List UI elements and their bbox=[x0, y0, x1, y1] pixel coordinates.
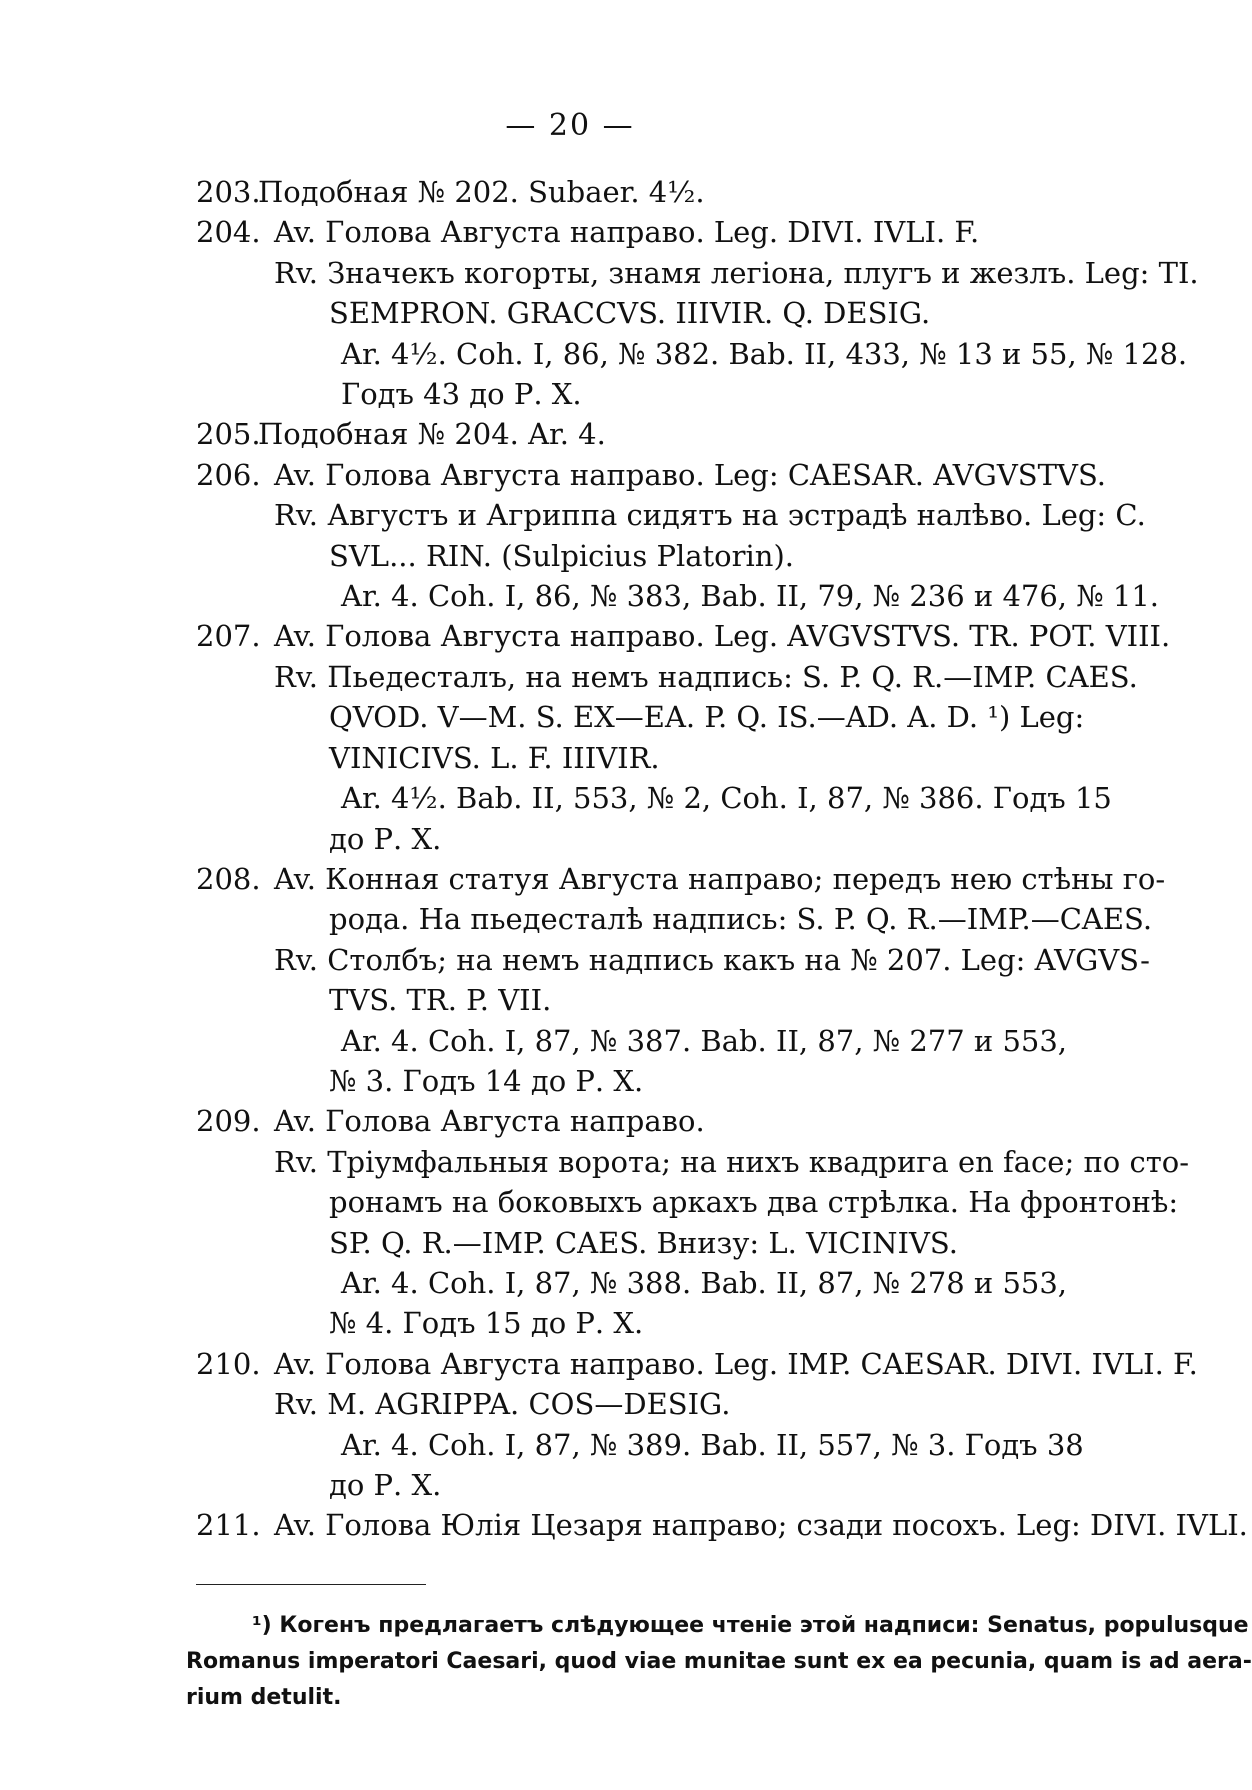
entry-text: Av. Голова Юлія Цезаря направо; сзади посохъ. Leg: DIVI. IVLI. bbox=[274, 1508, 1248, 1543]
entry-number: 209. bbox=[196, 1104, 261, 1139]
entry-number: 205. bbox=[196, 417, 261, 452]
entry-text: до Р. Х. bbox=[329, 1468, 442, 1502]
entry-text: SEMPRON. GRACCVS. IIIVIR. Q. DESIG. bbox=[329, 296, 931, 331]
footnote-line: Romanus imperatori Caesari, quod viae munitae sunt ex ea pecunia, quam is ad aera- bbox=[186, 1649, 1252, 1674]
footnote bbox=[186, 1608, 1252, 1716]
entry-text: Rv. Августъ и Агриппа сидятъ на эстрадѣ налѣво. Leg: C. bbox=[274, 498, 1146, 533]
entry-text: до Р. Х. bbox=[329, 821, 442, 856]
entry-206 bbox=[196, 455, 1160, 617]
entry-number: 210. bbox=[196, 1346, 261, 1381]
entry-text: № 3. Годъ 14 до Р. Х. bbox=[329, 1063, 644, 1098]
entry-number: 206. bbox=[196, 457, 261, 492]
entry-211 bbox=[196, 1505, 1248, 1545]
entry-text: Av. Голова Августа направо. Leg. IMP. CAESAR. DIVI. IVLI. F. bbox=[274, 1346, 1198, 1381]
entry-number: 207. bbox=[196, 619, 261, 654]
entry-text: Av. Голова Августа направо. Leg. DIVI. IVLI. F. bbox=[274, 215, 980, 250]
entry-text: QVOD. V—M. S. EX—EA. P. Q. IS.—AD. A. D. ¹) Leg: bbox=[329, 700, 1085, 735]
footnote-line: ¹) Когенъ предлагаетъ слѣдующее чтеніе этой надписи: Senatus, populusque bbox=[252, 1613, 1249, 1638]
entry-text: Ar. 4½. Coh. I, 86, № 382. Bab. II, 433, № 13 и 55, № 128. bbox=[341, 336, 1188, 371]
entry-208 bbox=[196, 859, 1166, 1101]
entry-number: 203. bbox=[196, 175, 261, 209]
entry-text: Rv. Тріумфальныя ворота; на нихъ квадрига en face; по сто- bbox=[274, 1144, 1190, 1179]
entry-text: № 4. Годъ 15 до Р. Х. bbox=[329, 1306, 644, 1341]
entry-text: Ar. 4. Coh. I, 87, № 389. Bab. II, 557, № 3. Годъ 38 bbox=[341, 1427, 1084, 1462]
entry-text: Av. Голова Августа направо. bbox=[274, 1104, 705, 1139]
entry-number: 204. bbox=[196, 215, 261, 250]
entry-text: Годъ 43 до Р. Х. bbox=[341, 377, 582, 412]
footnote-line: rium detulit. bbox=[186, 1685, 342, 1710]
entry-text: ронамъ на боковыхъ аркахъ два стрѣлка. На фронтонѣ: bbox=[329, 1185, 1179, 1220]
entry-text: Av. Конная статуя Августа направо; передъ нею стѣны го- bbox=[274, 861, 1166, 896]
entry-205 bbox=[196, 414, 1106, 454]
entry-text: TVS. TR. P. VII. bbox=[329, 983, 552, 1018]
entry-text: Подобная № 204. Ar. 4. bbox=[258, 417, 606, 452]
entry-text: Ar. 4½. Bab. II, 553, № 2, Coh. I, 87, № 386. Годъ 15 bbox=[341, 781, 1112, 816]
entry-207 bbox=[196, 616, 1171, 858]
entry-number: 211. bbox=[196, 1508, 261, 1543]
entry-209 bbox=[196, 1101, 1190, 1343]
page-number: — 20 — bbox=[505, 108, 635, 143]
entry-text: Ar. 4. Coh. I, 87, № 387. Bab. II, 87, № 277 и 553, bbox=[341, 1023, 1068, 1058]
entry-text: Av. Голова Августа направо. Leg: CAESAR. AVGVSTVS. bbox=[274, 457, 1106, 492]
entry-text: рода. На пьедесталѣ надпись: S. P. Q. R.—IMP.—CAES. bbox=[329, 902, 1153, 937]
entry-text: SVL... RIN. (Sulpicius Platorin). bbox=[329, 538, 794, 573]
catalog-entries bbox=[196, 172, 1248, 1546]
entry-text: Rv. Столбъ; на немъ надпись какъ на № 207. Leg: AVGVS- bbox=[274, 942, 1150, 977]
entry-text: Rv. M. AGRIPPA. COS—DESIG. bbox=[274, 1387, 731, 1422]
entry-204 bbox=[196, 212, 1199, 414]
entry-text: VINICIVS. L. F. IIIVIR. bbox=[329, 740, 660, 775]
entry-203 bbox=[196, 172, 1106, 212]
entry-text: Ar. 4. Coh. I, 86, № 383, Bab. II, 79, № 236 и 476, № 11. bbox=[341, 579, 1160, 614]
entry-text: Rv. Пьедесталъ, на немъ надпись: S. P. Q. R.—IMP. CAES. bbox=[274, 659, 1138, 694]
entry-210 bbox=[196, 1344, 1198, 1506]
entry-text: Rv. Значекъ когорты, знамя легіона, плугъ и жезлъ. Leg: TI. bbox=[274, 255, 1199, 290]
entry-text: SP. Q. R.—IMP. CAES. Внизу: L. VICINIVS. bbox=[329, 1225, 958, 1260]
entry-text: Подобная № 202. Subaer. 4½. bbox=[258, 175, 705, 209]
entry-text: Av. Голова Августа направо. Leg. AVGVSTVS. TR. POT. VIII. bbox=[274, 619, 1171, 654]
footnote-divider bbox=[196, 1584, 426, 1585]
entry-number: 208. bbox=[196, 861, 261, 896]
entry-text: Ar. 4. Coh. I, 87, № 388. Bab. II, 87, № 278 и 553, bbox=[341, 1265, 1068, 1300]
